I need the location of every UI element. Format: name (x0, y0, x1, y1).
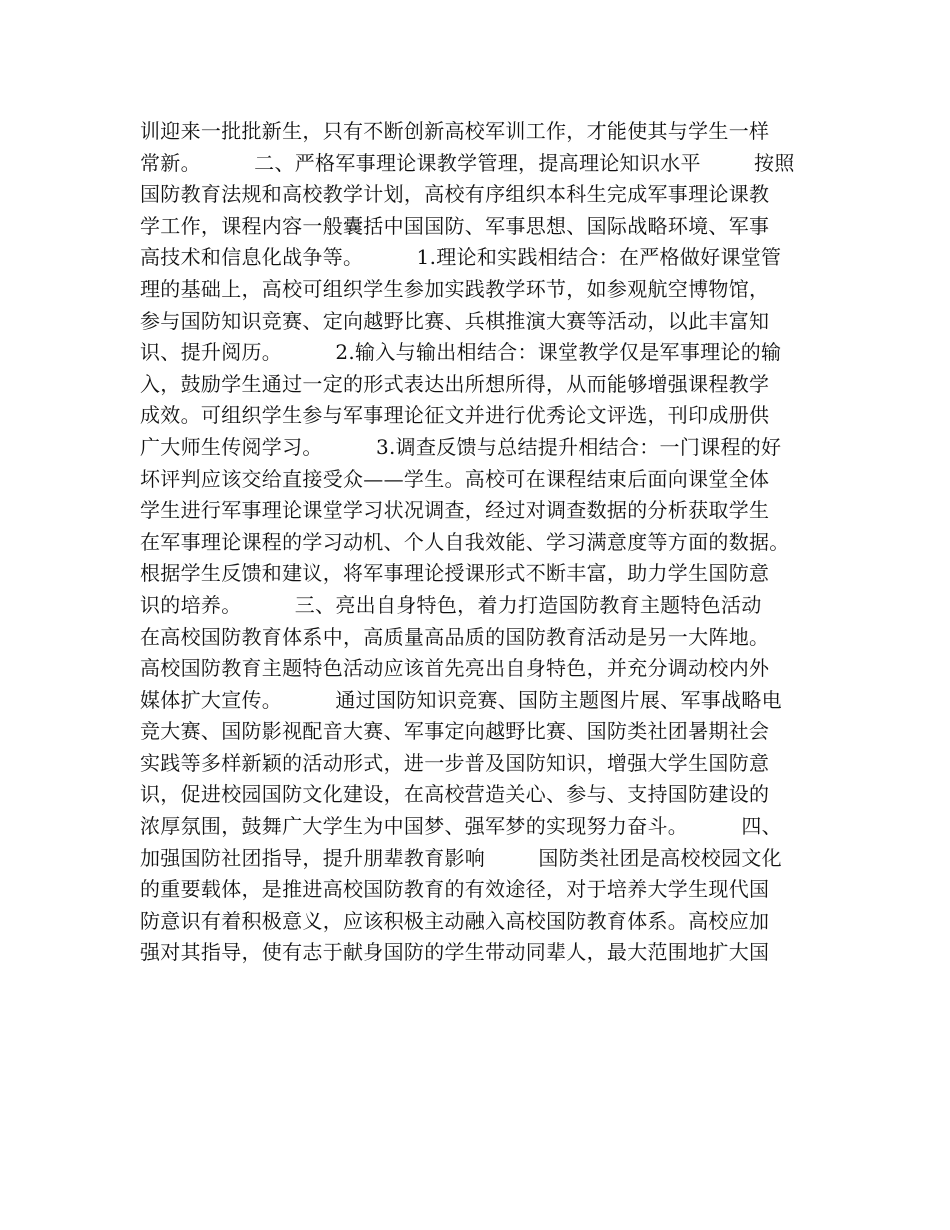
body-text (140, 116, 830, 969)
text-line: 加强国防社团指导，提升朋辈教育影响 国防类社团是高校校园文化 (140, 845, 782, 870)
text-line: 常新。 二、严格军事理论课教学管理，提高理论知识水平 按照 (140, 150, 795, 175)
text-line: 广大师生传阅学习。 3.调查反馈与总结提升相结合：一门课程的好 (140, 434, 782, 459)
text-line: 媒体扩大宣传。 通过国防知识竞赛、国防主题图片展、军事战略电 (140, 687, 782, 712)
text-line: 训迎来一批批新生，只有不断创新高校军训工作，才能使其与学生一样 (140, 119, 770, 143)
text-line: 识，促进校园国防文化建设，在高校营造关心、参与、支持国防建设的 (140, 782, 770, 807)
text-line: 高校国防教育主题特色活动应该首先亮出自身特色，并充分调动校内外 (140, 656, 770, 681)
text-line: 根据学生反馈和建议，将军事理论授课形式不断丰富，助力学生国防意 (140, 561, 770, 586)
text-line: 识的培养。 三、亮出自身特色，着力打造国防教育主题特色活动 (140, 592, 762, 617)
text-line: 高技术和信息化战争等。 1.理论和实践相结合：在严格做好课堂管 (140, 245, 782, 270)
text-line: 参与国防知识竞赛、定向越野比赛、兵棋推演大赛等活动，以此丰富知 (140, 308, 770, 333)
text-line: 识、提升阅历。 2.输入与输出相结合：课堂教学仅是军事理论的输 (140, 340, 782, 365)
text-line: 防意识有着积极意义，应该积极主动融入高校国防教育体系。高校应加 (140, 908, 770, 933)
text-line: 理的基础上，高校可组织学生参加实践教学环节，如参观航空博物馆， (140, 276, 770, 301)
text-line: 竞大赛、国防影视配音大赛、军事定向越野比赛、国防类社团暑期社会 (140, 719, 770, 744)
text-line: 实践等多样新颖的活动形式，进一步普及国防知识，增强大学生国防意 (140, 750, 770, 775)
text-line: 在高校国防教育体系中，高质量高品质的国防教育活动是另一大阵地。 (140, 624, 770, 649)
text-line: 入，鼓励学生通过一定的形式表达出所想所得，从而能够增强课程教学 (140, 371, 770, 396)
text-line: 在军事理论课程的学习动机、个人自我效能、学习满意度等方面的数据。 (140, 529, 790, 554)
text-line: 成效。可组织学生参与军事理论征文并进行优秀论文评选，刊印成册供 (140, 403, 770, 428)
text-line: 学工作，课程内容一般囊括中国国防、军事思想、国际战略环境、军事 (140, 213, 770, 238)
text-line: 学生进行军事理论课堂学习状况调查，经过对调查数据的分析获取学生 (140, 498, 770, 523)
text-line: 的重要载体，是推进高校国防教育的有效途径，对于培养大学生现代国 (140, 877, 770, 902)
text-line: 浓厚氛围，鼓舞广大学生为中国梦、强军梦的实现努力奋斗。 四、 (140, 814, 782, 839)
text-line: 坏评判应该交给直接受众——学生。高校可在课程结束后面向课堂全体 (140, 466, 770, 491)
text-line: 国防教育法规和高校教学计划，高校有序组织本科生完成军事理论课教 (140, 182, 770, 207)
text-line: 强对其指导，使有志于献身国防的学生带动同辈人，最大范围地扩大国 (140, 940, 770, 965)
